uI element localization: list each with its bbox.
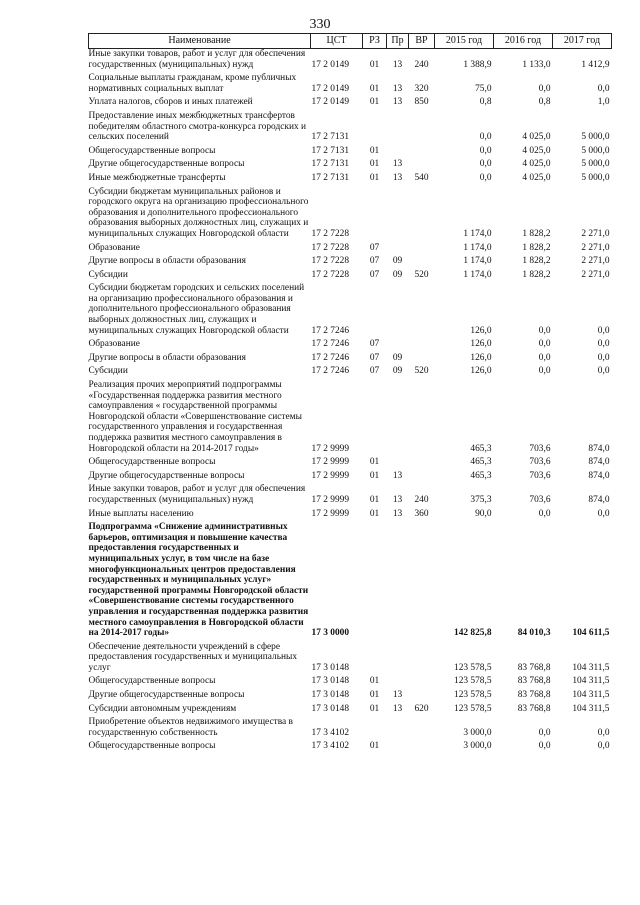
row-pr: 13 <box>392 508 403 519</box>
row-vr <box>409 519 435 639</box>
row-value-2015: 0,0 <box>479 159 492 170</box>
table-row <box>89 454 612 468</box>
row-value-2017: 5 000,0 <box>581 145 610 156</box>
row-vr <box>409 714 435 738</box>
row-value-2015: 142 825,8 <box>454 628 492 639</box>
row-value-2015: 3 000,0 <box>463 741 492 752</box>
row-pr <box>387 519 409 639</box>
row-name: Субсидии автономным учреждениям <box>88 703 237 714</box>
row-cst: 17 2 7246 <box>311 366 349 377</box>
header-pr: Пр <box>387 34 409 49</box>
row-value-2016: 703,6 <box>529 470 551 481</box>
row-cst: 17 2 7228 <box>311 269 349 280</box>
row-vr <box>409 687 435 701</box>
row-value-2016: 703,6 <box>529 443 551 454</box>
row-value-2015: 465,3 <box>470 457 492 468</box>
row-value-2017: 5 000,0 <box>581 172 610 183</box>
row-value-2017: 0,0 <box>597 325 610 336</box>
row-pr <box>387 143 409 157</box>
header-2016: 2016 год <box>494 34 553 49</box>
table-row <box>89 280 612 336</box>
header-vr: ВР <box>409 34 435 49</box>
row-cst: 17 3 4102 <box>311 741 349 752</box>
row-value-2016: 83 768,8 <box>517 662 551 673</box>
row-value-2017: 104 311,5 <box>572 703 610 714</box>
row-value-2015: 123 578,5 <box>454 662 492 673</box>
row-pr: 13 <box>392 172 403 183</box>
row-value-2015: 1 174,0 <box>463 228 492 239</box>
row-value-2015: 465,3 <box>470 470 492 481</box>
row-value-2016: 0,0 <box>538 741 551 752</box>
row-value-2015: 126,0 <box>470 325 492 336</box>
row-pr: 13 <box>392 59 403 70</box>
table-row <box>89 673 612 687</box>
row-name: Субсидии <box>88 366 128 377</box>
row-pr: 09 <box>392 352 403 363</box>
row-name: Образование <box>88 339 140 350</box>
row-vr: 850 <box>414 97 429 108</box>
row-rz: 01 <box>369 741 380 752</box>
row-value-2015: 465,3 <box>470 443 492 454</box>
row-value-2016: 703,6 <box>529 494 551 505</box>
row-value-2015: 123 578,5 <box>454 690 492 701</box>
row-cst: 17 2 9999 <box>311 494 349 505</box>
row-value-2017: 2 271,0 <box>581 228 610 239</box>
table-row <box>89 481 612 505</box>
table-row <box>89 94 612 108</box>
row-pr <box>387 377 409 454</box>
row-name: Общегосударственные вопросы <box>88 741 216 752</box>
row-value-2015: 3 000,0 <box>463 727 492 738</box>
row-cst: 17 2 7131 <box>311 172 349 183</box>
row-rz: 01 <box>369 172 380 183</box>
table-row <box>89 267 612 281</box>
row-pr: 09 <box>392 366 403 377</box>
row-cst: 17 2 7246 <box>311 325 349 336</box>
row-value-2016: 0,0 <box>538 339 551 350</box>
row-pr: 09 <box>392 256 403 267</box>
row-value-2017: 874,0 <box>588 457 610 468</box>
row-value-2016: 4 025,0 <box>522 159 551 170</box>
row-value-2017: 5 000,0 <box>581 132 610 143</box>
row-value-2016: 1 828,2 <box>522 242 551 253</box>
row-rz <box>363 108 387 143</box>
row-rz: 07 <box>369 256 380 267</box>
budget-table <box>88 33 612 752</box>
row-vr <box>409 639 435 674</box>
row-vr: 360 <box>414 508 429 519</box>
table-row <box>89 639 612 674</box>
row-rz: 07 <box>369 366 380 377</box>
row-cst: 17 3 0148 <box>311 662 349 673</box>
table-row <box>89 738 612 752</box>
row-cst: 17 2 7131 <box>311 159 349 170</box>
row-name: Уплата налогов, сборов и иных платежей <box>88 97 253 108</box>
row-rz: 07 <box>369 339 380 350</box>
row-name: Субсидии <box>88 269 128 280</box>
row-rz: 01 <box>369 59 380 70</box>
row-name: Общегосударственные вопросы <box>88 145 216 156</box>
row-value-2016: 703,6 <box>529 457 551 468</box>
row-value-2015: 126,0 <box>470 366 492 377</box>
row-rz: 01 <box>369 457 380 468</box>
row-value-2016: 84 010,3 <box>517 628 551 639</box>
row-value-2017: 874,0 <box>588 443 610 454</box>
row-value-2017: 874,0 <box>588 470 610 481</box>
row-pr: 13 <box>392 159 403 170</box>
budget-table-container <box>88 33 612 752</box>
row-value-2016: 4 025,0 <box>522 132 551 143</box>
row-name: Подпрограмма «Снижение административных барьеров, оптимизация и повышение качества предоставления государственных и муниципальных услуг, в том числе на базе многофункциональных центров предоставления государственных и муниципальных услуг» государственной программы Новгородской области «Совершенствование системы государственного управления и государственная поддержка развития местного самоуправления в Новгородской области на 2014-2017 годы» <box>88 522 309 639</box>
row-value-2016: 0,0 <box>538 727 551 738</box>
row-value-2016: 0,0 <box>538 508 551 519</box>
row-value-2017: 5 000,0 <box>581 159 610 170</box>
row-rz: 07 <box>369 269 380 280</box>
row-pr <box>387 639 409 674</box>
row-cst: 17 2 7246 <box>311 339 349 350</box>
row-cst: 17 2 7228 <box>311 256 349 267</box>
row-value-2017: 104 311,5 <box>572 676 610 687</box>
row-pr <box>387 108 409 143</box>
row-cst: 17 2 7228 <box>311 242 349 253</box>
table-row <box>89 350 612 364</box>
row-cst: 17 2 7131 <box>311 145 349 156</box>
row-pr <box>387 454 409 468</box>
row-cst: 17 2 0149 <box>311 59 349 70</box>
row-name: Иные выплаты населению <box>88 508 194 519</box>
row-vr <box>409 184 435 240</box>
row-vr <box>409 673 435 687</box>
row-value-2017: 104 311,5 <box>572 690 610 701</box>
row-name: Субсидии бюджетам городских и сельских поселений на организацию профессионального образования и дополнительного профессионального образования выборных должностных лиц, служащих и муниципальных служащих Новгородской области <box>88 283 305 336</box>
row-rz: 07 <box>369 352 380 363</box>
row-value-2015: 1 174,0 <box>463 269 492 280</box>
row-value-2015: 75,0 <box>475 83 492 94</box>
row-vr: 240 <box>414 59 429 70</box>
row-value-2015: 0,0 <box>479 132 492 143</box>
row-vr <box>409 738 435 752</box>
row-value-2017: 0,0 <box>597 727 610 738</box>
row-value-2016: 1 828,2 <box>522 269 551 280</box>
table-row <box>89 687 612 701</box>
row-value-2017: 874,0 <box>588 494 610 505</box>
row-value-2017: 2 271,0 <box>581 256 610 267</box>
row-vr: 620 <box>414 703 429 714</box>
row-pr <box>387 184 409 240</box>
row-value-2016: 83 768,8 <box>517 703 551 714</box>
row-vr: 540 <box>414 172 429 183</box>
table-body <box>89 49 612 753</box>
header-rz: РЗ <box>363 34 387 49</box>
header-name: Наименование <box>89 34 311 49</box>
row-rz <box>363 184 387 240</box>
table-row <box>89 253 612 267</box>
row-value-2017: 0,0 <box>597 741 610 752</box>
row-name: Другие вопросы в области образования <box>88 352 246 363</box>
row-rz <box>363 639 387 674</box>
row-value-2017: 104 311,5 <box>572 662 610 673</box>
row-value-2016: 1 828,2 <box>522 228 551 239</box>
row-value-2015: 0,0 <box>479 145 492 156</box>
row-value-2015: 0,8 <box>479 97 492 108</box>
row-cst: 17 3 0148 <box>311 676 349 687</box>
row-rz: 01 <box>369 494 380 505</box>
row-rz: 01 <box>369 159 380 170</box>
row-value-2017: 1 412,9 <box>581 59 610 70</box>
row-value-2015: 126,0 <box>470 352 492 363</box>
row-rz <box>363 714 387 738</box>
row-pr: 13 <box>392 494 403 505</box>
row-rz: 01 <box>369 508 380 519</box>
row-vr <box>409 336 435 350</box>
row-pr: 13 <box>392 690 403 701</box>
row-vr <box>409 377 435 454</box>
row-value-2017: 0,0 <box>597 352 610 363</box>
row-value-2017: 104 611,5 <box>572 628 610 639</box>
row-value-2016: 0,0 <box>538 352 551 363</box>
row-value-2017: 0,0 <box>597 339 610 350</box>
row-name: Иные закупки товаров, работ и услуг для обеспечения государственных (муниципальных) нужд <box>88 49 306 70</box>
row-value-2015: 123 578,5 <box>454 676 492 687</box>
row-rz: 01 <box>369 83 380 94</box>
row-name: Реализация прочих мероприятий подпрограммы «Государственная поддержка развития местного самоуправления « государственной программы Новгородской области «Совершенствование системы государственного управления и государственная поддержка развития местного самоуправления в Новгородской области на 2014-2017 годы» <box>88 380 302 454</box>
row-pr <box>387 714 409 738</box>
row-value-2015: 0,0 <box>479 172 492 183</box>
row-value-2016: 1 133,0 <box>522 59 551 70</box>
row-name: Образование <box>88 242 140 253</box>
table-row <box>89 170 612 184</box>
row-cst: 17 3 0148 <box>311 703 349 714</box>
row-pr: 13 <box>392 703 403 714</box>
row-rz: 07 <box>369 242 380 253</box>
row-rz: 01 <box>369 690 380 701</box>
row-value-2017: 0,0 <box>597 508 610 519</box>
table-row <box>89 506 612 520</box>
row-rz <box>363 280 387 336</box>
row-rz: 01 <box>369 703 380 714</box>
row-name: Иные закупки товаров, работ и услуг для обеспечения государственных (муниципальных) нужд <box>88 484 306 505</box>
row-pr <box>387 336 409 350</box>
row-cst: 17 2 9999 <box>311 457 349 468</box>
row-value-2015: 375,3 <box>470 494 492 505</box>
row-pr <box>387 280 409 336</box>
row-value-2016: 0,8 <box>538 97 551 108</box>
table-row <box>89 184 612 240</box>
row-value-2016: 83 768,8 <box>517 690 551 701</box>
row-value-2016: 0,0 <box>538 325 551 336</box>
row-vr: 240 <box>414 494 429 505</box>
row-vr <box>409 253 435 267</box>
row-rz: 01 <box>369 145 380 156</box>
row-cst: 17 2 7131 <box>311 132 349 143</box>
table-row <box>89 701 612 715</box>
row-value-2016: 0,0 <box>538 83 551 94</box>
row-value-2017: 0,0 <box>597 83 610 94</box>
row-value-2015: 1 174,0 <box>463 242 492 253</box>
row-cst: 17 3 0148 <box>311 690 349 701</box>
header-cst: ЦСТ <box>311 34 363 49</box>
row-value-2017: 1,0 <box>597 97 610 108</box>
row-rz: 01 <box>369 676 380 687</box>
row-vr: 520 <box>414 366 429 377</box>
row-vr <box>409 240 435 254</box>
row-vr: 320 <box>414 83 429 94</box>
row-value-2015: 1 388,9 <box>463 59 492 70</box>
row-value-2016: 1 828,2 <box>522 256 551 267</box>
row-cst: 17 3 4102 <box>311 727 349 738</box>
table-row <box>89 70 612 94</box>
row-name: Другие общегосударственные вопросы <box>88 470 245 481</box>
row-name: Общегосударственные вопросы <box>88 676 216 687</box>
table-row <box>89 108 612 143</box>
row-pr: 13 <box>392 97 403 108</box>
row-value-2017: 2 271,0 <box>581 269 610 280</box>
row-name: Другие общегосударственные вопросы <box>88 159 245 170</box>
row-value-2015: 1 174,0 <box>463 256 492 267</box>
row-pr <box>387 738 409 752</box>
table-row <box>89 363 612 377</box>
row-cst: 17 2 7246 <box>311 352 349 363</box>
page-number: 330 <box>309 17 331 32</box>
row-pr <box>387 673 409 687</box>
row-vr <box>409 108 435 143</box>
header-2017: 2017 год <box>553 34 612 49</box>
table-row <box>89 240 612 254</box>
table-row <box>89 714 612 738</box>
row-rz: 01 <box>369 97 380 108</box>
row-pr <box>387 240 409 254</box>
table-row <box>89 468 612 482</box>
row-cst: 17 2 9999 <box>311 470 349 481</box>
table-row <box>89 377 612 454</box>
row-pr: 13 <box>392 470 403 481</box>
row-vr: 520 <box>414 269 429 280</box>
row-value-2017: 0,0 <box>597 366 610 377</box>
row-vr <box>409 468 435 482</box>
table-row <box>89 49 612 71</box>
row-name: Другие вопросы в области образования <box>88 256 246 267</box>
row-name: Обеспечение деятельности учреждений в сфере предоставления государственных и муниципальных услуг <box>88 641 298 673</box>
row-name: Субсидии бюджетам муниципальных районов и городского округа на организацию профессионального образования и дополнительного профессионального образования выборных должностных лиц, служащих и муниципальных служащих Новгородской области <box>88 186 309 239</box>
row-cst: 17 3 0000 <box>311 628 349 639</box>
row-rz <box>363 377 387 454</box>
row-value-2017: 2 271,0 <box>581 242 610 253</box>
row-cst: 17 2 0149 <box>311 83 349 94</box>
row-name: Предоставление иных межбюджетных трансфертов победителям областного смотра-конкурса городских и сельских поселений <box>88 110 307 143</box>
row-name: Социальные выплаты гражданам, кроме публичных нормативных социальных выплат <box>88 73 297 94</box>
table-row <box>89 143 612 157</box>
row-name: Иные межбюджетные трансферты <box>88 172 226 183</box>
table-row <box>89 156 612 170</box>
row-cst: 17 2 9999 <box>311 508 349 519</box>
row-rz <box>363 519 387 639</box>
row-value-2016: 4 025,0 <box>522 172 551 183</box>
row-cst: 17 2 7228 <box>311 228 349 239</box>
row-value-2015: 126,0 <box>470 339 492 350</box>
row-vr <box>409 350 435 364</box>
row-vr <box>409 280 435 336</box>
row-name: Приобретение объектов недвижимого имущества в государственную собственность <box>88 717 293 738</box>
row-vr <box>409 454 435 468</box>
table-row <box>89 336 612 350</box>
row-cst: 17 2 0149 <box>311 97 349 108</box>
header-2015: 2015 год <box>435 34 494 49</box>
row-vr <box>409 156 435 170</box>
row-vr <box>409 143 435 157</box>
row-value-2015: 90,0 <box>475 508 492 519</box>
row-value-2015: 123 578,5 <box>454 703 492 714</box>
row-rz: 01 <box>369 470 380 481</box>
table-row <box>89 519 612 639</box>
row-value-2016: 83 768,8 <box>517 676 551 687</box>
row-value-2016: 0,0 <box>538 366 551 377</box>
row-value-2016: 4 025,0 <box>522 145 551 156</box>
row-pr: 09 <box>392 269 403 280</box>
table-header-row <box>89 34 612 49</box>
row-name: Общегосударственные вопросы <box>88 457 216 468</box>
row-cst: 17 2 9999 <box>311 443 349 454</box>
row-name: Другие общегосударственные вопросы <box>88 690 245 701</box>
row-pr: 13 <box>392 83 403 94</box>
